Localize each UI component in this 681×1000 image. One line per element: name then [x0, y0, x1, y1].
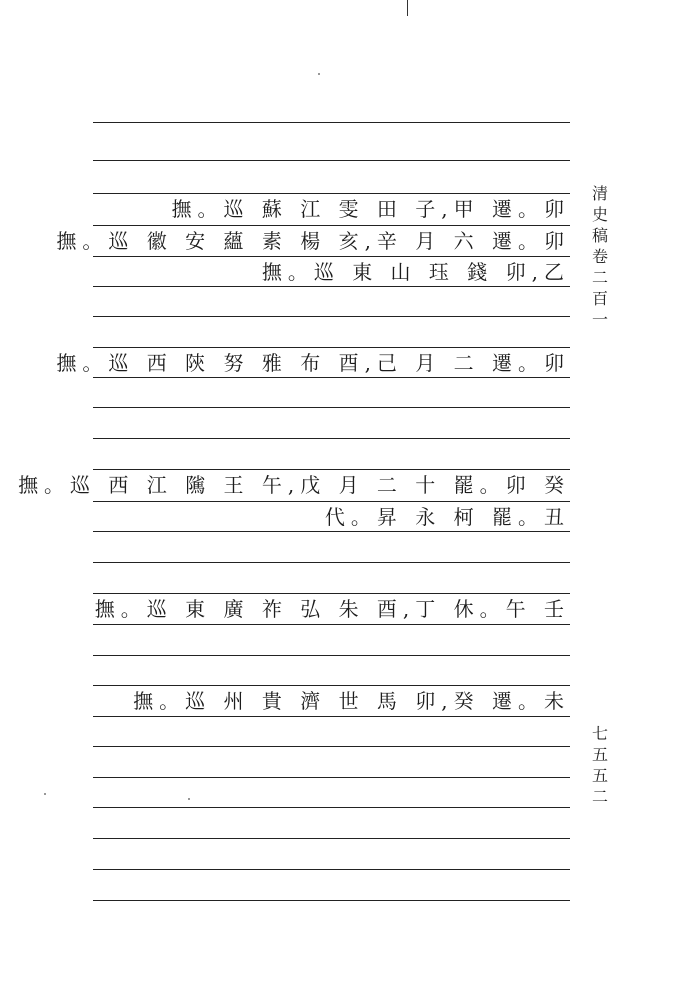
table-rule	[93, 501, 570, 502]
table-rule	[93, 655, 570, 656]
table-rule	[93, 777, 570, 778]
table-rule	[93, 562, 570, 563]
speck	[44, 793, 46, 795]
table-rule	[93, 407, 570, 408]
table-rule	[93, 716, 570, 717]
table-rule	[93, 624, 570, 625]
table-rule	[93, 316, 570, 317]
speck	[188, 798, 190, 800]
table-rule	[93, 531, 570, 532]
table-rule	[93, 160, 570, 161]
table-row: 代。昇 永 柯 罷。丑	[324, 505, 570, 529]
table-rule	[93, 685, 570, 686]
table-rule	[93, 122, 570, 123]
table-rule	[93, 469, 570, 470]
table-rule	[93, 225, 570, 226]
table-rule	[93, 838, 570, 839]
table-row: 撫。巡 徽 安 蘊 素 楊 亥,辛 月 六 遷。卯	[56, 229, 570, 253]
top-divider	[407, 0, 408, 16]
table-row: 撫。巡 東 山 珏 錢 卯,乙	[261, 260, 570, 284]
table-row: 撫。巡 東 廣 祚 弘 朱 酉,丁 休。午 壬	[94, 597, 570, 621]
table-rule	[93, 286, 570, 287]
table-rule	[93, 377, 570, 378]
margin-title: 清史稿卷二百一	[591, 184, 608, 329]
table-rule	[93, 746, 570, 747]
page-number: 七五五二	[591, 724, 608, 806]
table-row: 撫。巡 西 江 隲 王 午,戊 月 二 十 罷。卯 癸	[18, 473, 570, 497]
table-rule	[93, 347, 570, 348]
table-rule	[93, 900, 570, 901]
table-row: 撫。巡 州 貴 濟 世 馬 卯,癸 遷。未	[133, 689, 570, 713]
table-rule	[93, 807, 570, 808]
speck	[318, 73, 320, 75]
table-rule	[93, 256, 570, 257]
table-rule	[93, 193, 570, 194]
table-rule	[93, 869, 570, 870]
table-rule	[93, 438, 570, 439]
table-rule	[93, 593, 570, 594]
table-row: 撫。巡 蘇 江 雯 田 子,甲 遷。卯	[171, 197, 570, 221]
table-row: 撫。巡 西 陝 努 雅 布 酉,己 月 二 遷。卯	[56, 351, 570, 375]
